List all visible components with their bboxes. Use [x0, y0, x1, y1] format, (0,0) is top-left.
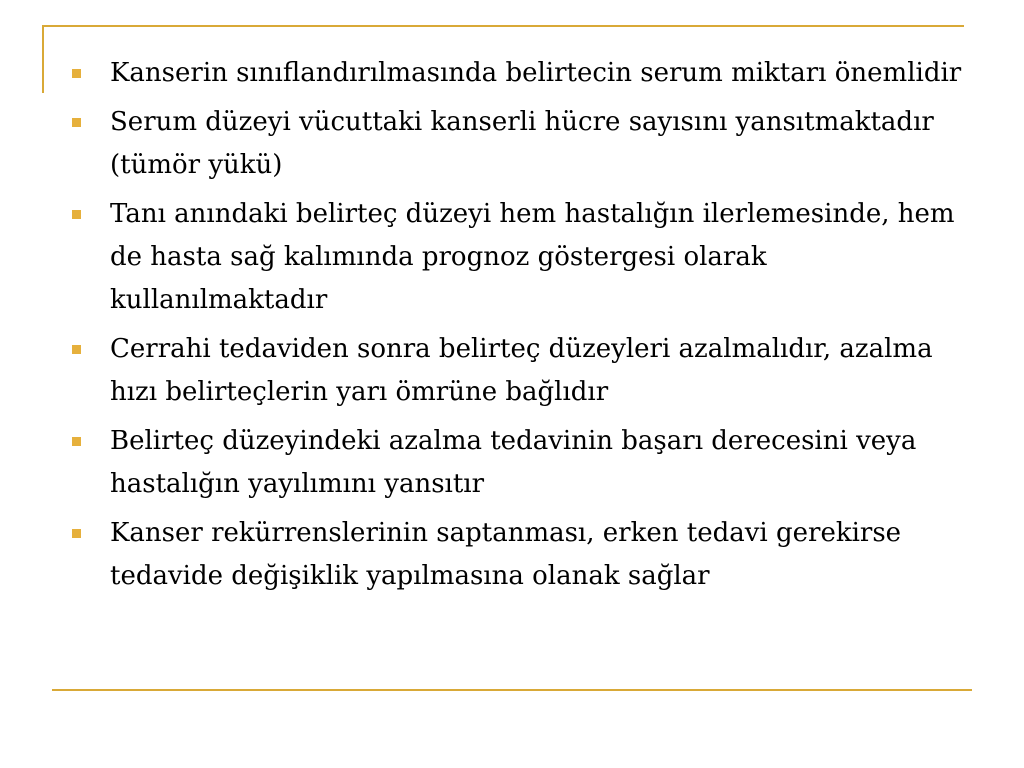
square-bullet-icon	[72, 69, 81, 78]
bullet-item	[72, 101, 972, 187]
bullet-text: Kanserin sınıflandırılmasında belirtecin serum miktarı önemlidir	[110, 58, 962, 88]
bullet-list	[72, 52, 972, 604]
bullet-item	[72, 420, 972, 506]
left-rule	[42, 25, 44, 93]
bullet-text: Kanser rekürrenslerinin saptanması, erken tedavi gerekirse tedavide değişiklik yapılmasına olanak sağlar	[110, 518, 902, 591]
bullet-text: Cerrahi tedaviden sonra belirteç düzeyleri azalmalıdır, azalma hızı belirteçlerin yarı ömrüne bağlıdır	[110, 334, 933, 407]
bullet-text: Belirteç düzeyindeki azalma tedavinin başarı derecesini veya hastalığın yayılımını yansıtır	[110, 426, 917, 499]
square-bullet-icon	[72, 529, 81, 538]
bullet-item	[72, 52, 972, 95]
square-bullet-icon	[72, 437, 81, 446]
bullet-text: Tanı anındaki belirteç düzeyi hem hastalığın ilerlemesinde, hem de hasta sağ kalımında prognoz göstergesi olarak kullanılmaktadır	[110, 199, 955, 315]
bottom-rule	[52, 689, 972, 691]
top-rule	[42, 25, 964, 27]
bullet-item	[72, 328, 972, 414]
square-bullet-icon	[72, 345, 81, 354]
bullet-item	[72, 512, 972, 598]
square-bullet-icon	[72, 118, 81, 127]
bullet-text: Serum düzeyi vücuttaki kanserli hücre sayısını yansıtmaktadır (tümör yükü)	[110, 107, 934, 180]
square-bullet-icon	[72, 210, 81, 219]
bullet-item	[72, 193, 972, 322]
